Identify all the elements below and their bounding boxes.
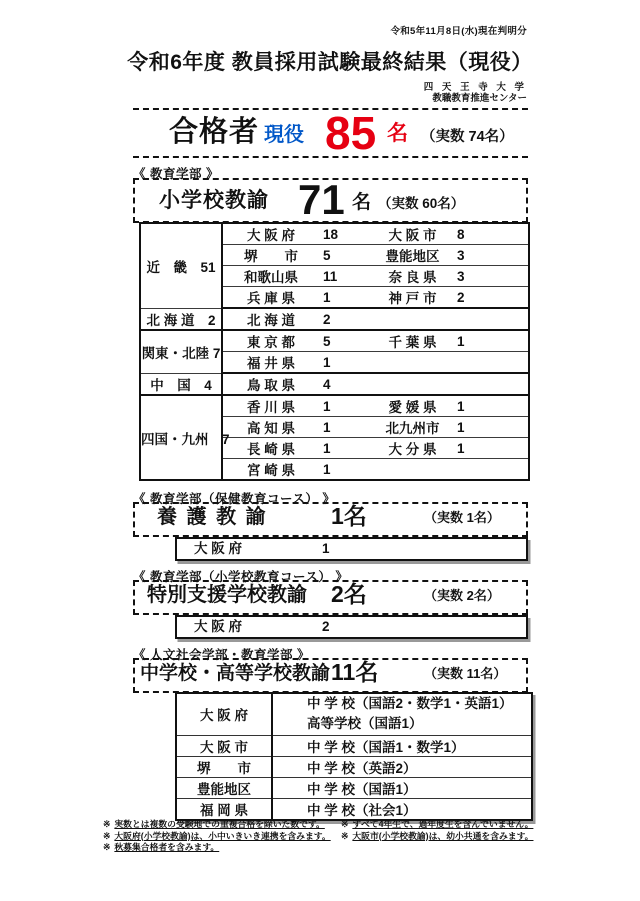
footnote: ※ 秋募集合格者を含みます。 (103, 842, 220, 852)
nursing-count: 1名 (331, 503, 367, 529)
secondary-title: 中学校・高等学校教諭 (140, 663, 331, 684)
table-row: 和歌山県 11 奈 良 県 3 (140, 266, 529, 287)
region-cell: 四国・九州 7 (140, 395, 222, 480)
footnotes-right-column (341, 819, 551, 842)
region-cell: 中 国 4 (140, 373, 222, 395)
count-unit: 名 (387, 122, 408, 145)
table-row: 福 井 県 1 (140, 352, 529, 374)
table-row: 北 海 道 2 北 海 道 2 (140, 308, 529, 330)
subjects-cell: 中 学 校（国語1） (272, 777, 532, 798)
table-row: 宮 崎 県 1 (246, 461, 331, 478)
section-label-humanities: 《 人文社会学部・教育学部 》 (133, 648, 310, 662)
actual-count-note: （実数 11名） (424, 666, 507, 681)
table-row: 中 国 4 鳥 取 県 4 (140, 373, 529, 395)
organization-name: 四 天 王 寺 大 学 (423, 82, 527, 93)
nursing-result-box (133, 502, 528, 537)
page-title: 令和6年度 教員採用試験最終結果（現役） (127, 51, 533, 74)
table-row: 近 畿 51 大 阪 府 18 大 阪 市 8 (140, 223, 529, 245)
table-row (176, 693, 532, 735)
region-cell: 大 阪 市 (176, 735, 272, 756)
section-label-health-course: 《 教育学部（保健教育コース） 》 (133, 492, 336, 506)
region-cell: 北 海 道 2 (140, 308, 222, 330)
actual-count-note: （実数 2名） (424, 588, 500, 603)
value-cell: 1 (322, 541, 330, 556)
footnote: ※ 実数とは複数の受験地での重複合格を除いた数です。 (103, 819, 325, 829)
section-label-education: 《 教育学部 》 (133, 167, 219, 181)
table-row (176, 756, 532, 777)
actual-count-note: （実数 74名） (421, 129, 514, 145)
total-passers-count: 85 (325, 106, 377, 159)
region-cell: 堺 市 (176, 756, 272, 777)
passers-label: 合格者 (169, 116, 260, 148)
secondary-count: 11名 (331, 659, 379, 685)
date-note: 令和5年11月8日(水)現在判明分 (390, 26, 527, 37)
table-row: 四国・九州 7 香 川 県 1 愛 媛 県 1 (140, 395, 529, 417)
region-cell: 大 阪 府 (176, 693, 272, 735)
special-result-box (133, 580, 528, 615)
region-cell: 関東・北陸 7 (140, 330, 222, 373)
footnote: ※ 大阪府(小学校教諭)は、小中いきいき連携を含みます。 (103, 830, 331, 841)
region-cell: 豊能地区 (176, 777, 272, 798)
table-row: 堺 市 5 豊能地区 3 (140, 245, 529, 266)
footnotes-left-column (103, 819, 341, 854)
secondary-result-box (133, 658, 528, 693)
region-cell: 大 阪 府 (193, 619, 242, 634)
special-detail-table (175, 615, 528, 639)
region-cell: 大 阪 府 (193, 541, 242, 556)
secondary-results-table (175, 692, 533, 821)
region-cell: 近 畿 51 (140, 223, 222, 308)
elementary-count: 71 (298, 176, 345, 224)
nursing-detail-table (175, 537, 528, 561)
footnote: ※ 大阪市(小学校教諭)は、幼小共通を含みます。 (341, 830, 534, 841)
region-cell: 福 岡 県 (176, 798, 272, 820)
elementary-title: 小学校教諭 (159, 189, 269, 212)
subjects-cell: 中 学 校（国語1・数学1） (272, 735, 532, 756)
organization-department: 教職教育推進センター (432, 93, 527, 104)
current-students-label: 現役 (264, 124, 304, 146)
table-row (176, 798, 532, 820)
elementary-result-box (133, 178, 528, 223)
elementary-results-table (139, 222, 530, 481)
subjects-cell: 中 学 校（国語2・数学1・英語1） 高等学校（国語1） (272, 693, 532, 735)
table-row: 高 知 県 1 北九州市 1 (140, 417, 529, 438)
special-title: 特別支援学校教諭 (147, 584, 307, 606)
total-passers-banner (133, 108, 528, 158)
section-label-elementary-course: 《 教育学部（小学校教育コース） 》 (133, 570, 349, 584)
subjects-cell: 中 学 校（社会1） (307, 802, 417, 818)
nursing-title: 養 護 教 諭 (157, 506, 268, 528)
actual-count-note: （実数 60名） (378, 196, 465, 211)
table-row: 兵 庫 県 1 神 戸 市 2 (140, 287, 529, 309)
table-row: 長 崎 県 1 大 分 県 1 (140, 438, 529, 459)
actual-count-note: （実数 1名） (424, 510, 500, 525)
organization-block (424, 82, 527, 104)
table-row (176, 735, 532, 756)
table-row (176, 777, 532, 798)
footnote: ※ すべて4年生で、過年度生を含んでいません。 (341, 819, 534, 829)
count-unit: 名 (352, 192, 372, 213)
subjects-cell: 中 学 校（英語2） (272, 756, 532, 777)
table-row: 関東・北陸 7 東 京 都 5 千 葉 県 1 (140, 330, 529, 352)
value-cell: 2 (322, 619, 330, 634)
special-count: 2名 (331, 581, 367, 607)
